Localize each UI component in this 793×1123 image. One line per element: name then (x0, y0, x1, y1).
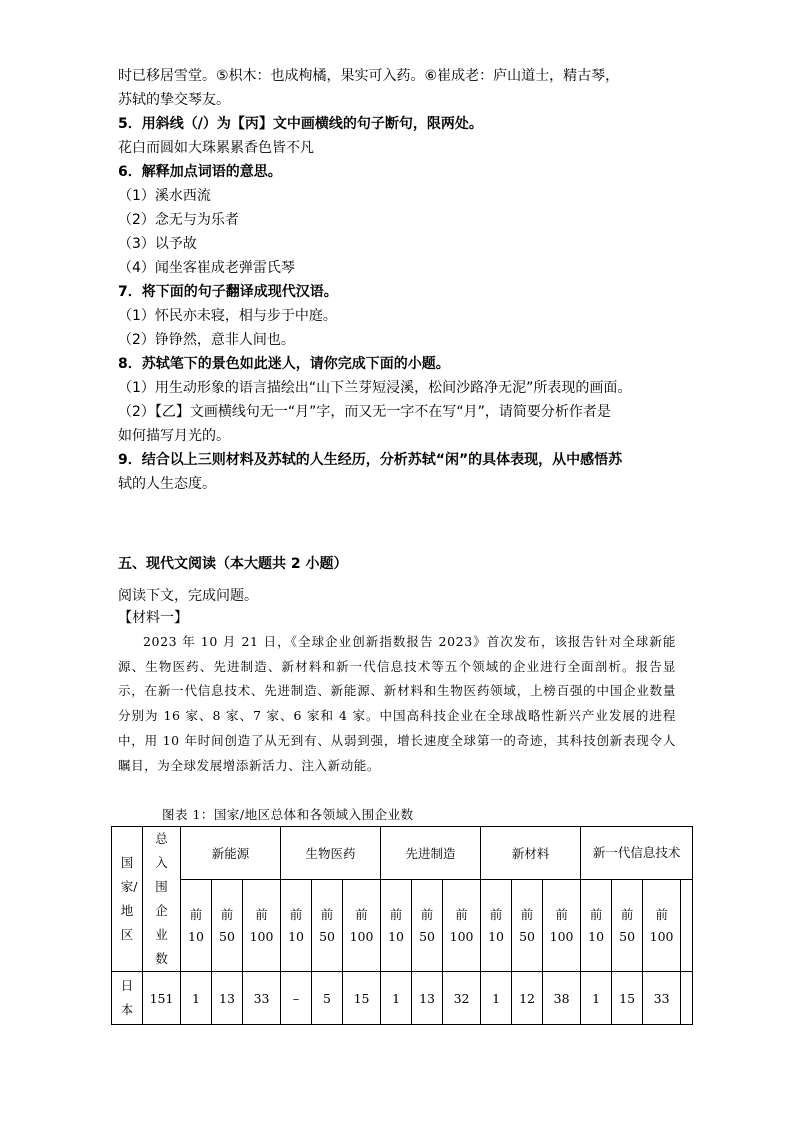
cell-value: 33 (243, 972, 281, 1025)
text-line-12: （2）铮铮然，意非人间也。 (118, 332, 295, 348)
material-label: 【材料一】 (118, 610, 188, 626)
empty-cell (681, 880, 693, 972)
subheader-top100: 前 100 (643, 880, 681, 972)
question-9: 9．结合以上三则材料及苏轼的人生经历，分析苏轼“闲”的具体表现，从中感悟苏 (118, 452, 623, 468)
text-line-2: 苏轼的挚交琴友。 (118, 92, 230, 108)
cell-total: 151 (143, 972, 181, 1025)
text-line-14: （1）用生动形象的语言描绘出“山下兰芽短浸溪，松间沙路净无泥”所表现的画面。 (118, 380, 632, 396)
cell-value: 12 (512, 972, 543, 1025)
text-line-7: （2）念无与为乐者 (118, 212, 239, 228)
cell-value: 13 (412, 972, 443, 1025)
question-6: 6．解释加点词语的意思。 (118, 164, 282, 180)
question-7: 7．将下面的句子翻译成现代汉语。 (118, 284, 338, 300)
subheader-top50: 前 50 (212, 880, 243, 972)
subheader-top100: 前 100 (443, 880, 481, 972)
text-line-15: （2）【乙】文画横线句无一“月”字，而又无一字不在写“月”，请简要分析作者是 (118, 404, 611, 420)
instruction: 阅读下文，完成问题。 (118, 588, 258, 604)
cell-value: – (281, 972, 312, 1025)
cell-value: 1 (181, 972, 212, 1025)
text-line-8: （3）以予故 (118, 236, 197, 252)
text-line-4: 花白而圆如大珠累累香色皆不凡 (118, 140, 314, 156)
text-line-1: 时已移居雪堂。⑤枳木：也成枸橘，果实可入药。⑥崔成老：庐山道士，精古琴， (118, 68, 620, 84)
cell-value: 38 (543, 972, 581, 1025)
cell-value: 1 (381, 972, 412, 1025)
section-heading: 五、现代文阅读（本大题共 2 小题） (118, 556, 348, 572)
cell-value: 32 (443, 972, 481, 1025)
question-5: 5．用斜线（/）为【丙】文中画横线的句子断句，限两处。 (118, 116, 483, 132)
table-row (112, 972, 693, 1025)
subheader-top10: 前 10 (581, 880, 612, 972)
header-field-new-it: 新一代信息技术 (581, 827, 693, 880)
subheader-top50: 前 50 (312, 880, 343, 972)
question-8: 8．苏轼笔下的景色如此迷人，请你完成下面的小题。 (118, 356, 450, 372)
header-field-new-energy: 新能源 (181, 827, 281, 880)
cell-value: 15 (612, 972, 643, 1025)
header-field-new-materials: 新材料 (481, 827, 581, 880)
text-line-6: （1）溪水西流 (118, 188, 211, 204)
subheader-top10: 前 10 (181, 880, 212, 972)
cell-country: 日本 (112, 972, 143, 1025)
subheader-top50: 前 50 (512, 880, 543, 972)
subheader-top10: 前 10 (481, 880, 512, 972)
header-field-biomedicine: 生物医药 (281, 827, 381, 880)
text-line-16: 如何描写月光的。 (118, 428, 230, 444)
header-total: 总入围企业数 (143, 827, 181, 972)
subheader-top10: 前 10 (381, 880, 412, 972)
subheader-top50: 前 50 (412, 880, 443, 972)
material-paragraph: 2023 年 10 月 21 日，《全球企业创新指数报告 2023》首次发布，该报告针对全球新能源、生物医药、先进制造、新材料和新一代信息技术等五个领域的企业进行全面剖析。报告显示，在新一代信息技术、先进制造、新能源、新材料和生物医药领域，上榜百强的中国企业数量分别为 16 家、8 家、7 家、6 家和 4 家。中国高科技企业在全球战略性新兴产业发展的进程中，用 10 年时间创造了从无到有、从弱到强，增长速度全球第一的奇迹，其科技创新表现令人瞩目，为全球发展增添新活力、注入新动能。 (118, 634, 676, 773)
cell-value: 1 (481, 972, 512, 1025)
header-country: 国家/地区 (112, 827, 143, 972)
cell-value: 13 (212, 972, 243, 1025)
chart-caption: 图表 1：国家/地区总体和各领域入围企业数 (162, 807, 414, 822)
text-line-11: （1）怀民亦未寝，相与步于中庭。 (118, 308, 337, 324)
subheader-top100: 前 100 (243, 880, 281, 972)
text-line-9: （4）闻坐客崔成老弹雷氏琴 (118, 260, 295, 276)
data-table (111, 826, 693, 1025)
empty-cell (681, 972, 693, 1025)
text-line-18: 轼的人生态度。 (118, 476, 216, 492)
header-field-advanced-manufacturing: 先进制造 (381, 827, 481, 880)
subheader-top10: 前 10 (281, 880, 312, 972)
cell-value: 15 (343, 972, 381, 1025)
subheader-top100: 前 100 (543, 880, 581, 972)
cell-value: 1 (581, 972, 612, 1025)
subheader-top50: 前 50 (612, 880, 643, 972)
subheader-top100: 前 100 (343, 880, 381, 972)
cell-value: 33 (643, 972, 681, 1025)
cell-value: 5 (312, 972, 343, 1025)
